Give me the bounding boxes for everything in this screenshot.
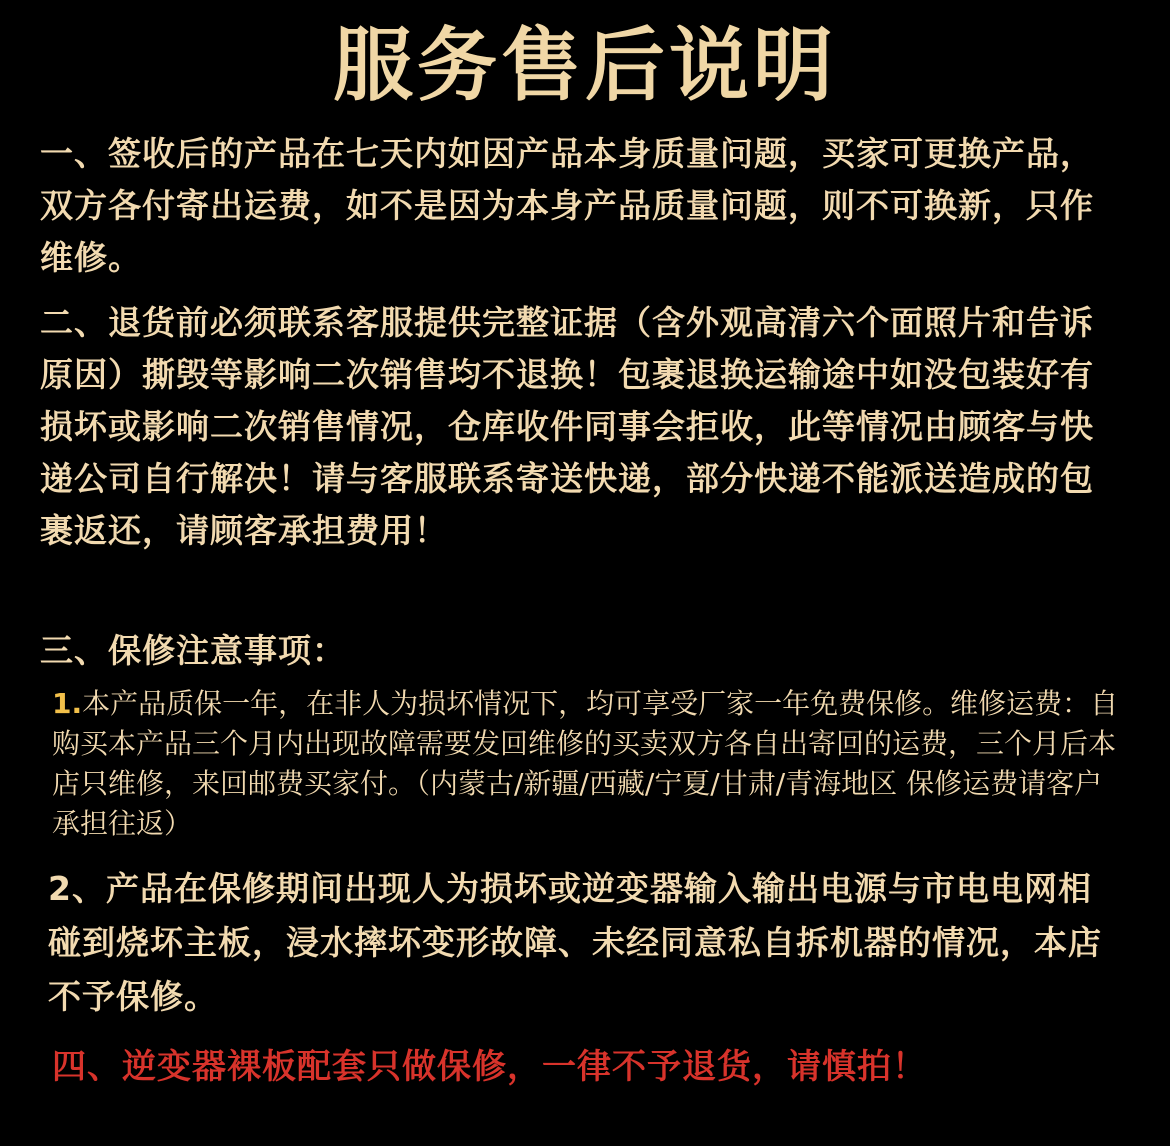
- warranty-item-1-text: 本产品质保一年，在非人为损坏情况下，均可享受厂家一年免费保修。维修运费：自购买本产品三个月内出现故障需要发回维修的买卖双方各自出寄回的运费，三个月后本店只维修，来回邮费买家付。（内蒙古/新疆/西藏/宁夏/甘肃/青海地区 保修运费请客户承担往返）: [52, 687, 1119, 840]
- warranty-item-2: 2、产品在保修期间出现人为损坏或逆变器输入输出电源与市电电网相碰到烧坏主板，浸水摔坏变形故障、未经同意私自拆机器的情况，本店不予保修。: [48, 869, 1102, 1016]
- section-2-return-policy: 二、退货前必须联系客服提供完整证据（含外观高清六个面照片和告诉原因）撕毁等影响二次销售均不退换！包裹退换运输途中如没包装好有损坏或影响二次销售情况，仓库收件同事会拒收，此等情况由顾客与快递公司自行解决！请与客服联系寄送快递，部分快递不能派送造成的包裹返还，请顾客承担费用！: [40, 303, 1094, 550]
- warranty-item-1: [52, 684, 1122, 844]
- section-1-exchange-policy: 一、签收后的产品在七天内如因产品本身质量问题，买家可更换产品，双方各付寄出运费，如不是因为本身产品质量问题，则不可换新，只作维修。: [40, 134, 1094, 277]
- page-title: 服务售后说明: [333, 19, 837, 112]
- section-4-warning: 四、逆变器裸板配套只做保修，一律不予退货，请慎拍！: [52, 1047, 927, 1087]
- section-3-heading: 三、保修注意事项：: [40, 631, 346, 670]
- warranty-item-1-number: 1.: [52, 687, 83, 720]
